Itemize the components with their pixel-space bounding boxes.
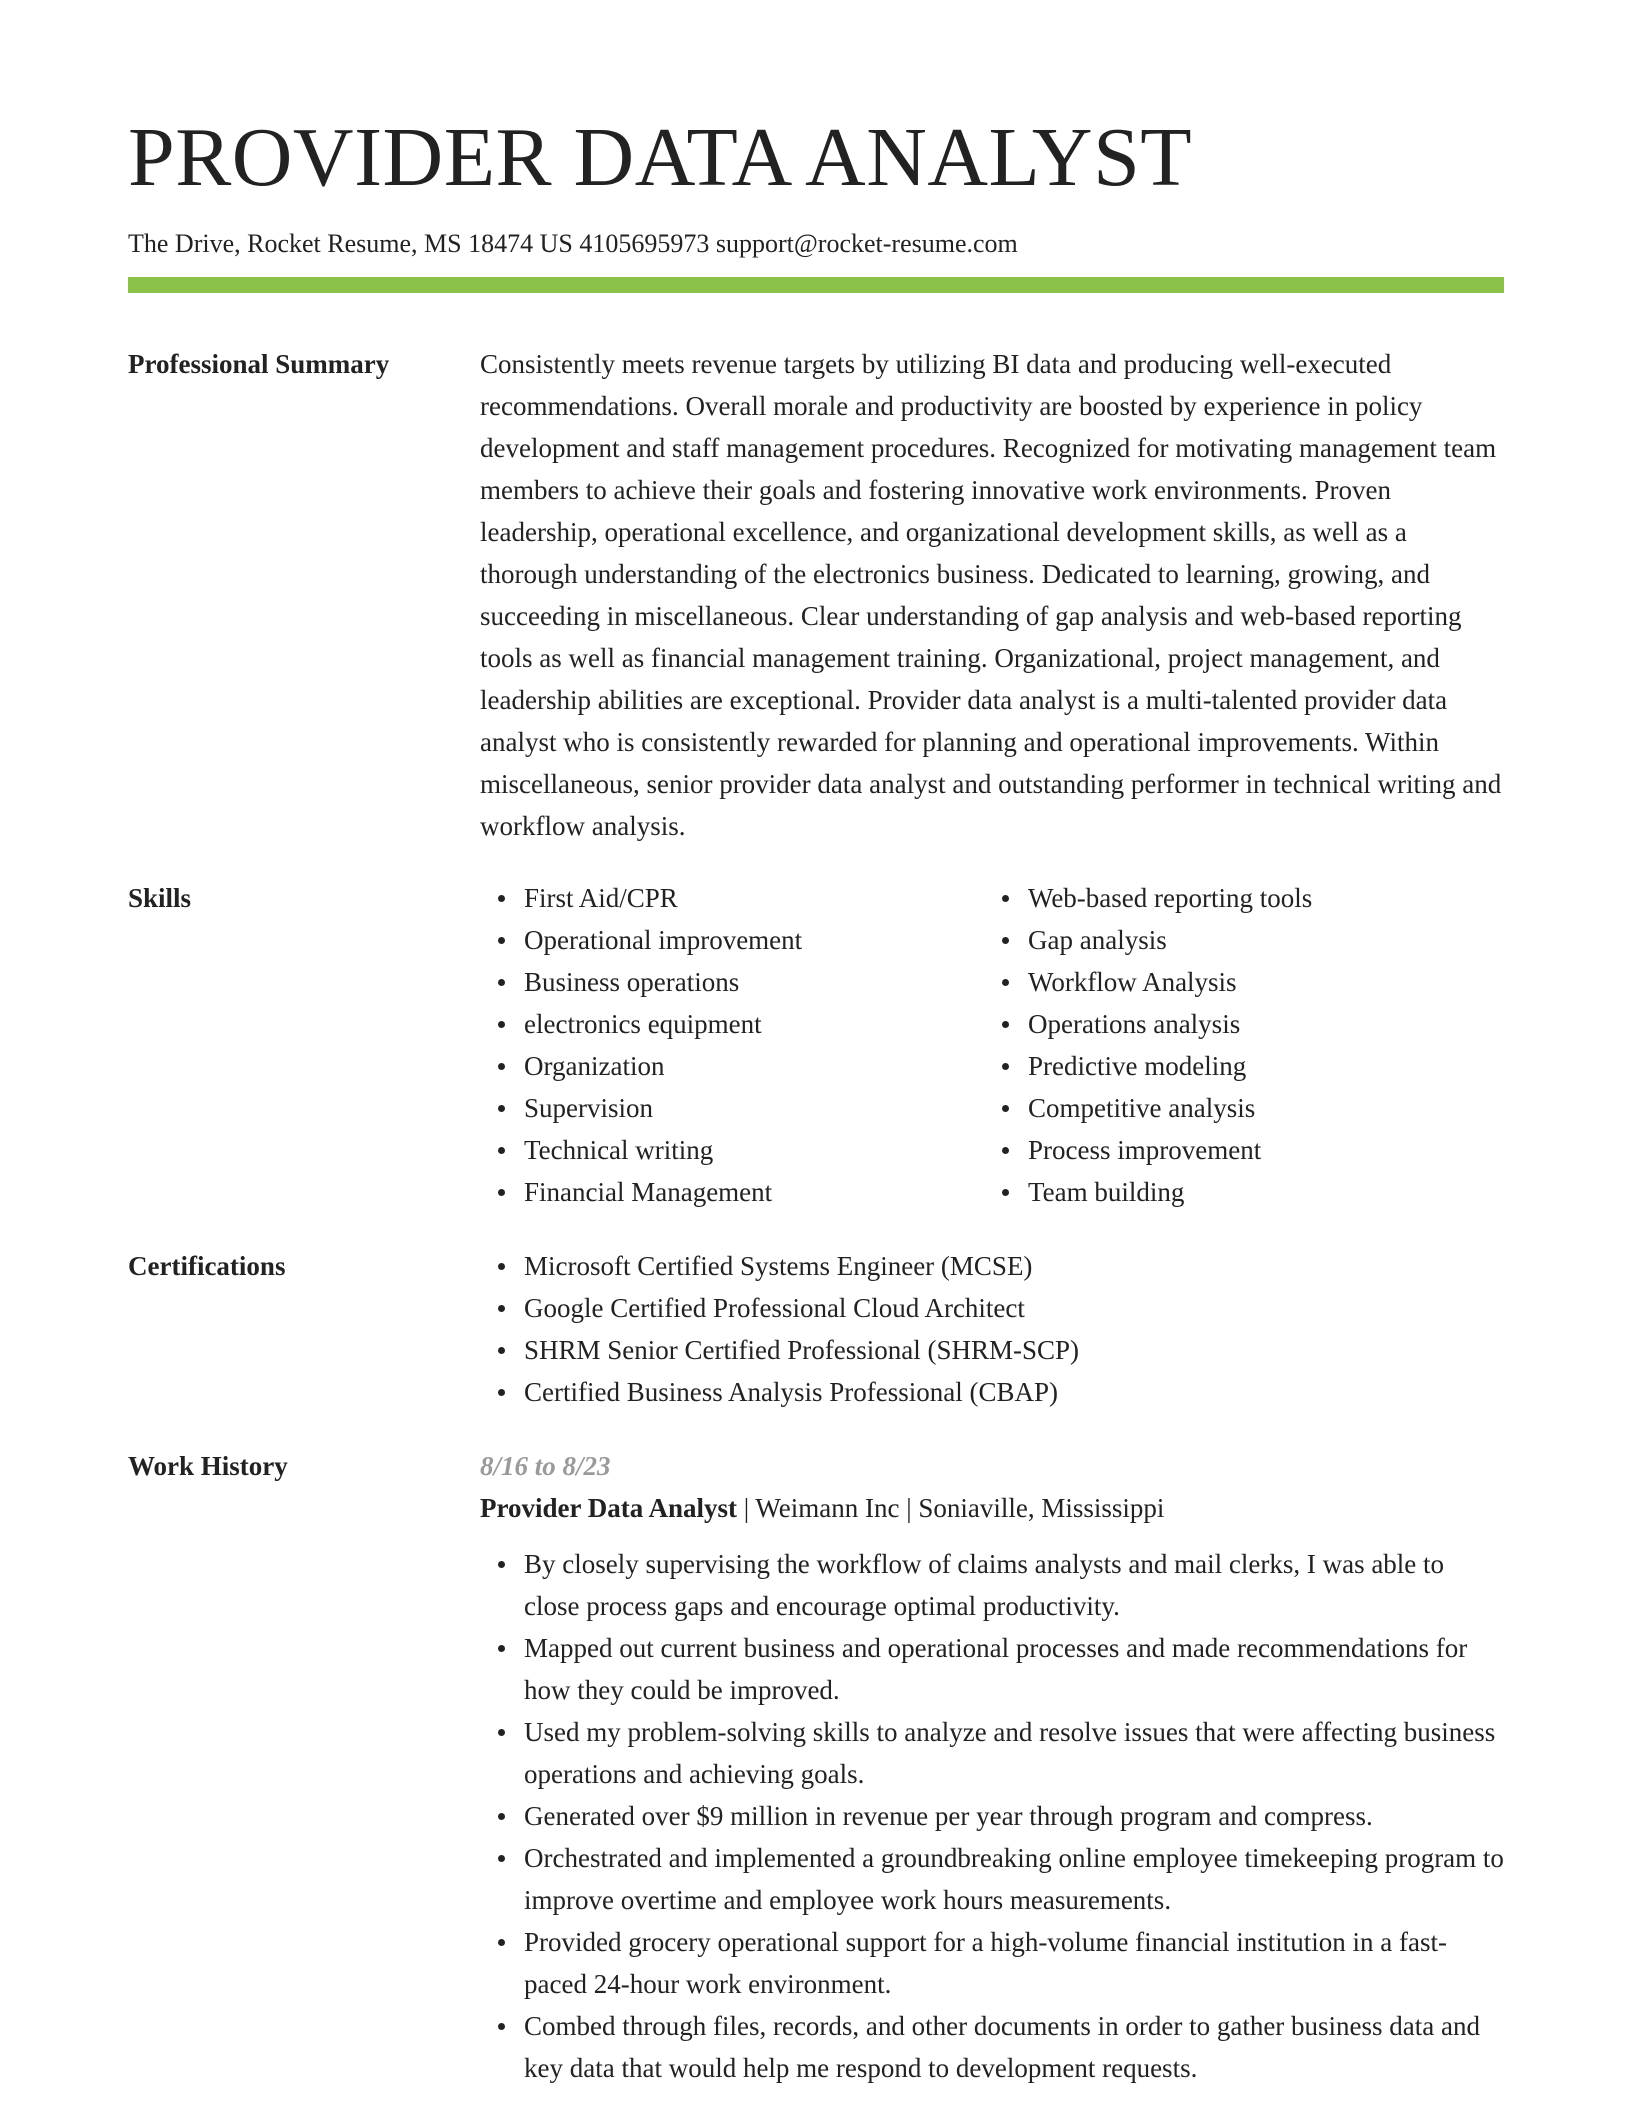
skills-list-left [480,877,984,1213]
job-title-line [480,1487,1504,1529]
job-bullet: Generated over $9 million in revenue per year through program and compress. [524,1795,1504,1837]
job-bullet: Mapped out current business and operational processes and made recommendations for how they could be improved. [524,1627,1504,1711]
skill-item: Gap analysis [1028,919,1488,961]
skills-section [128,877,1504,1213]
skill-item: Team building [1028,1171,1488,1213]
job-dates: 8/16 to 8/23 [480,1451,611,1482]
skills-column-left [480,877,984,1213]
summary-text: Consistently meets revenue targets by utilizing BI data and producing well-executed recommendations. Overall morale and productivity are boosted by experience in policy development and staff management procedures. Recognized for motivating management team members to achieve their goals and fostering innovative work environments. Proven leadership, operational excellence, and organizational development skills, as well as a thorough understanding of the electronics business. Dedicated to learning, growing, and succeeding in miscellaneous. Clear understanding of gap analysis and web-based reporting tools as well as financial management training. Organizational, project management, and leadership abilities are exceptional. Provider data analyst is a multi-talented provider data analyst who is consistently rewarded for planning and operational improvements. Within miscellaneous, senior provider data analyst and outstanding performer in technical writing and workflow analysis. [480,349,1502,842]
job-title: Provider Data Analyst [480,1493,738,1524]
certification-item: Microsoft Certified Systems Engineer (MCSE) [524,1245,1504,1287]
skills-heading: Skills [128,883,192,914]
skill-item: electronics equipment [524,1003,984,1045]
skills-grid [480,877,1504,1213]
skill-item: Business operations [524,961,984,1003]
work-history-section [128,1445,1504,2089]
certification-item: SHRM Senior Certified Professional (SHRM-SCP) [524,1329,1504,1371]
certifications-section [128,1245,1504,1413]
job-employer-location: | Weimann Inc | Soniaville, Mississippi [737,1493,1165,1524]
skill-item: Financial Management [524,1171,984,1213]
job-bullets [480,1543,1504,2089]
skill-item: Workflow Analysis [1028,961,1488,1003]
skill-item: Operations analysis [1028,1003,1488,1045]
work-history-heading: Work History [128,1451,288,1482]
job-bullet: Provided grocery operational support for a high-volume financial institution in a fast-paced 24-hour work environment. [524,1921,1504,2005]
skill-item: Process improvement [1028,1129,1488,1171]
certifications-heading: Certifications [128,1251,286,1282]
job-bullet: Orchestrated and implemented a groundbreaking online employee timekeeping program to improve overtime and employee work hours measurements. [524,1837,1504,1921]
candidate-name: PROVIDER DATA ANALYST [128,111,1193,204]
skill-item: Competitive analysis [1028,1087,1488,1129]
skill-item: Web-based reporting tools [1028,877,1488,919]
skills-column-right [984,877,1488,1213]
skills-list-right [984,877,1488,1213]
certifications-list [480,1245,1504,1413]
job-bullet: Combed through files, records, and other documents in order to gather business data and key data that would help me respond to development requests. [524,2005,1504,2089]
job-bullet: Used my problem-solving skills to analyze and resolve issues that were affecting business operations and achieving goals. [524,1711,1504,1795]
certification-item: Google Certified Professional Cloud Architect [524,1287,1504,1329]
work-history-body [480,1445,1504,2089]
summary-heading: Professional Summary [128,349,390,380]
skill-item: Organization [524,1045,984,1087]
certifications-body [480,1245,1504,1413]
contact-info: The Drive, Rocket Resume, MS 18474 US 4105695973 support@rocket-resume.com [128,229,1018,258]
skill-item: Predictive modeling [1028,1045,1488,1087]
job-bullet: By closely supervising the workflow of claims analysts and mail clerks, I was able to close process gaps and encourage optimal productivity. [524,1543,1504,1627]
certification-item: Certified Business Analysis Professional (CBAP) [524,1371,1504,1413]
summary-section [128,343,1504,847]
skill-item: First Aid/CPR [524,877,984,919]
skill-item: Operational improvement [524,919,984,961]
header-divider [128,277,1504,293]
skill-item: Supervision [524,1087,984,1129]
skill-item: Technical writing [524,1129,984,1171]
